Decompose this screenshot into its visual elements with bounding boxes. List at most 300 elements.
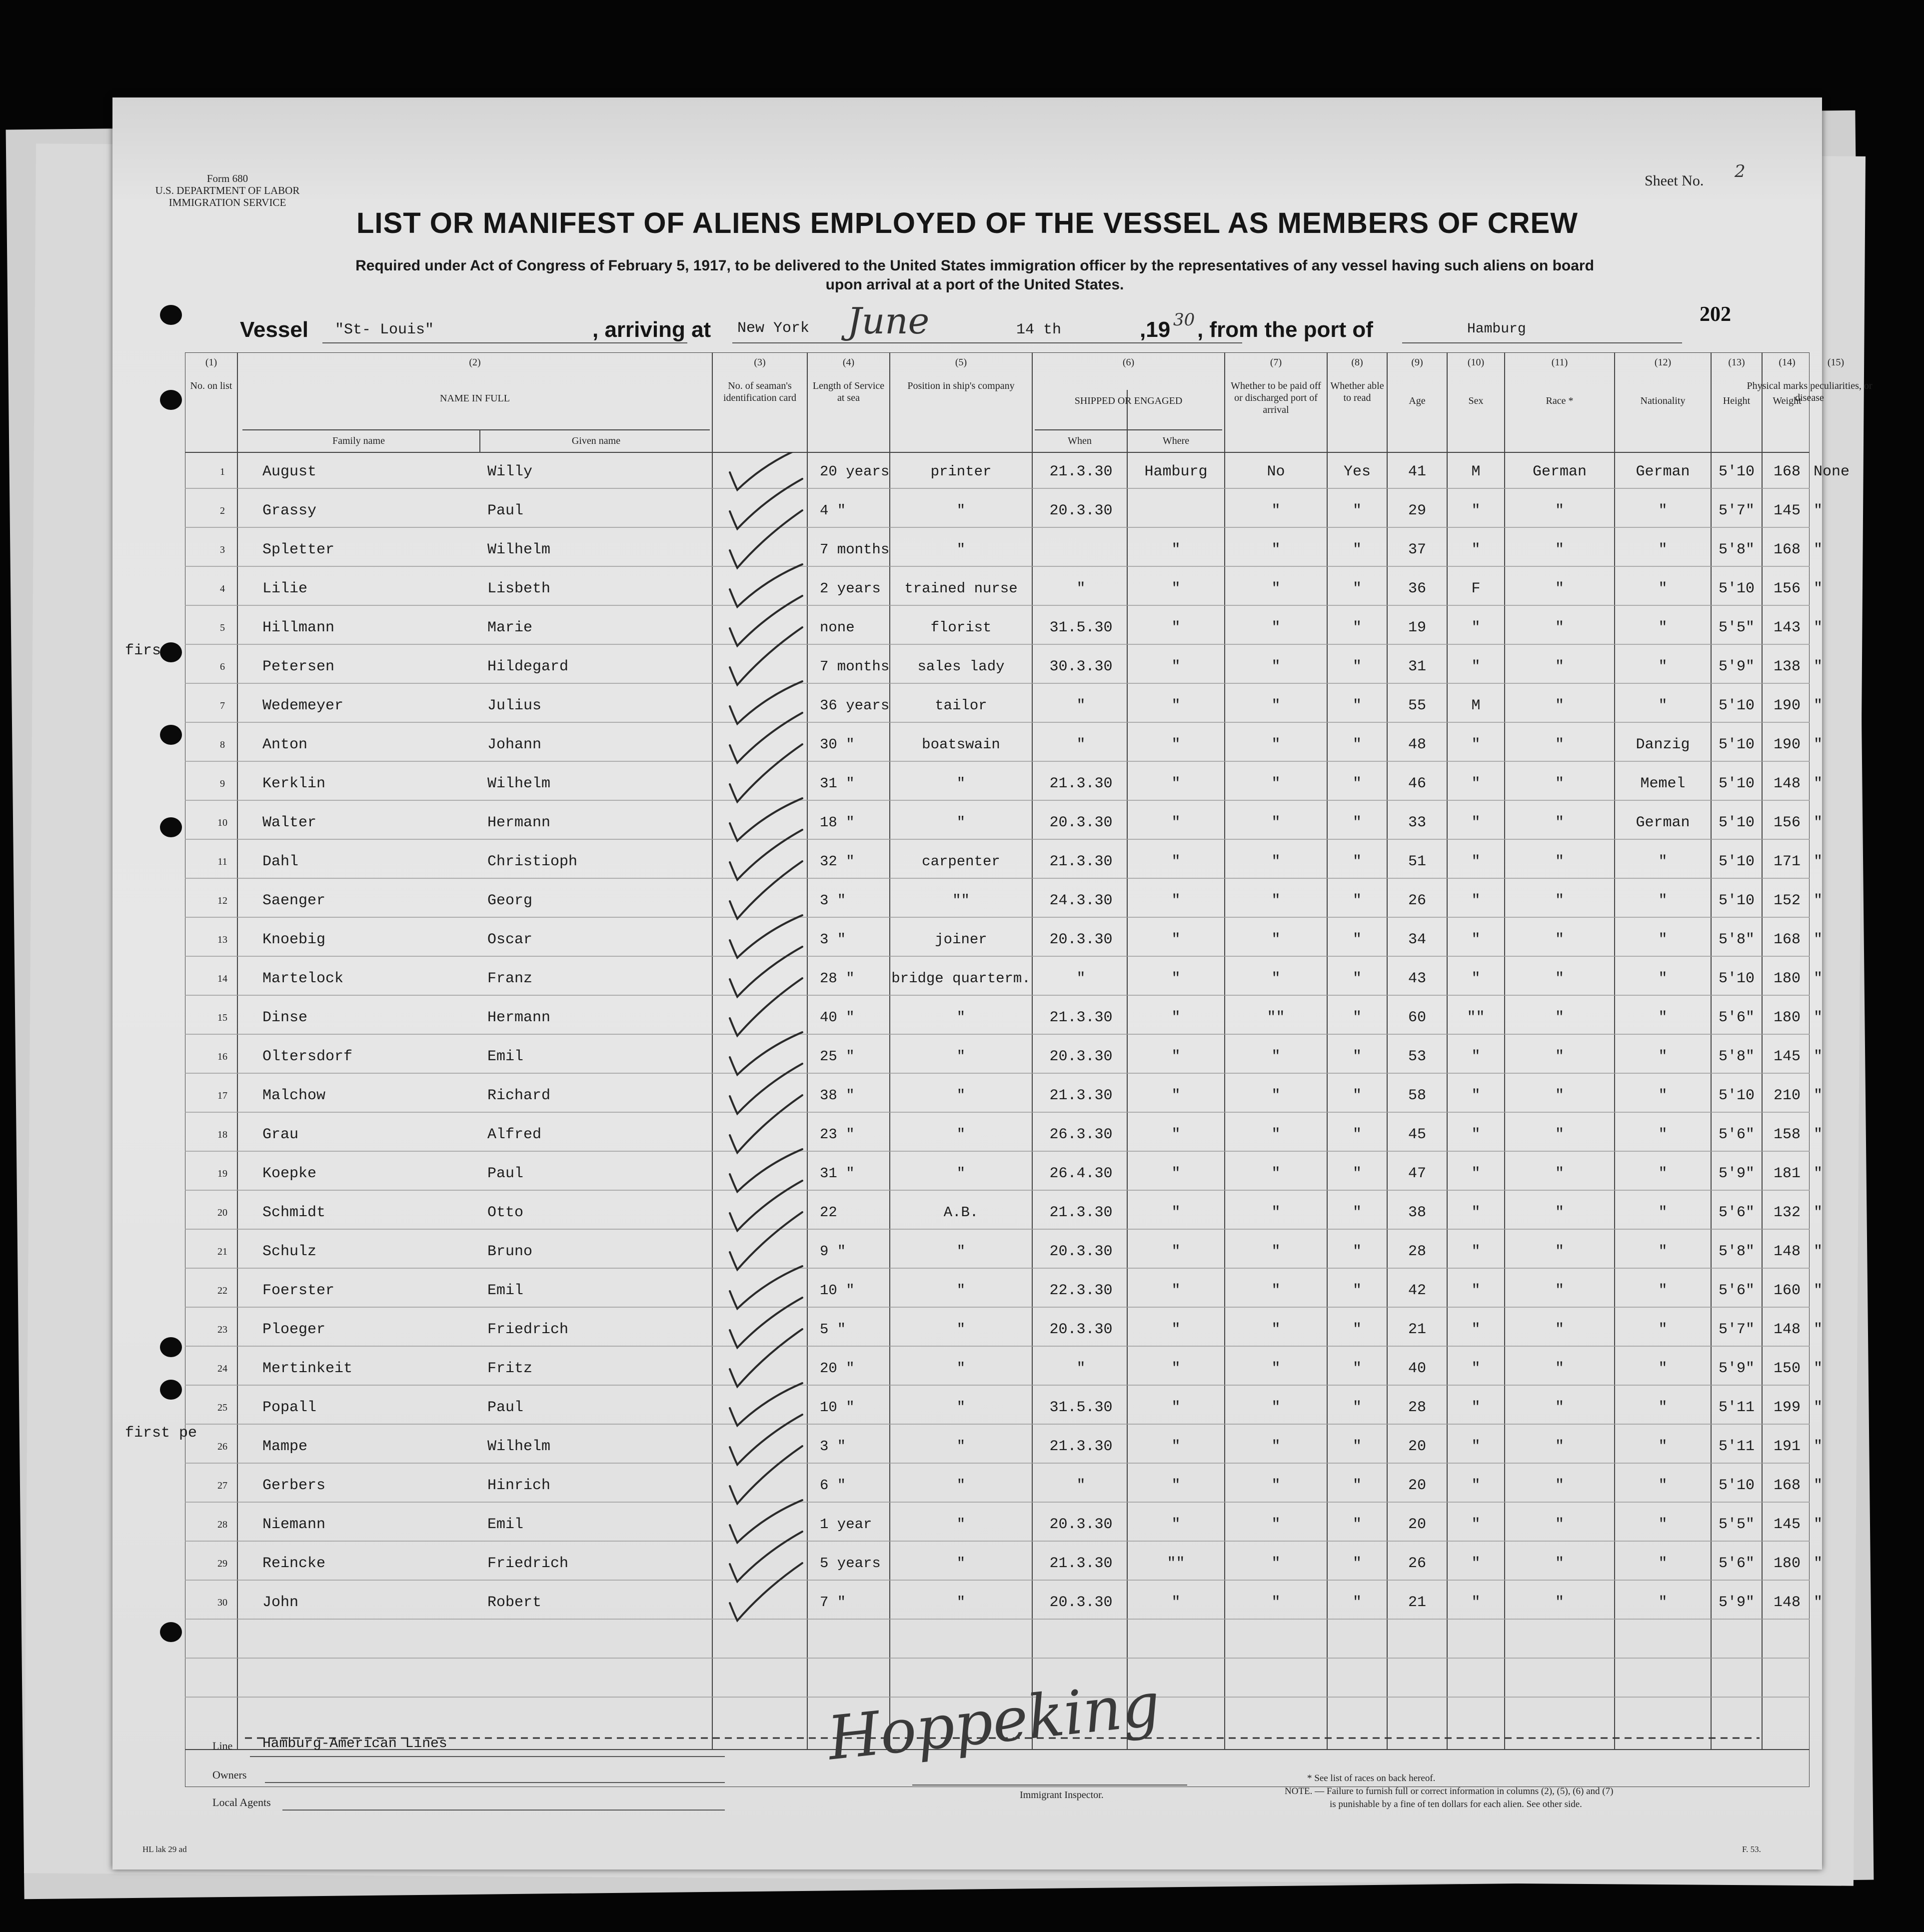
cell-when: 21.3.30 [1049, 1438, 1113, 1455]
check-mark [730, 564, 802, 607]
cell-when: 26.3.30 [1049, 1126, 1113, 1143]
cell-nationality: " [1658, 580, 1668, 597]
cell-sex: " [1471, 1516, 1481, 1533]
cell-weight: 168 [1773, 463, 1801, 480]
cell-weight: 145 [1773, 502, 1801, 519]
department: U.S. DEPARTMENT OF LABOR [155, 184, 300, 196]
service: IMMIGRATION SERVICE [168, 196, 286, 208]
cell-height: 5'5" [1718, 619, 1755, 636]
cell-sex: " [1471, 1438, 1481, 1455]
cell-where: " [1171, 1282, 1181, 1299]
cell-nationality: " [1658, 1516, 1668, 1533]
cell-position: " [956, 1360, 966, 1377]
cell-race: " [1555, 736, 1564, 753]
cell-marks: " [1814, 775, 1823, 792]
cell-height: 5'10 [1718, 697, 1755, 714]
cell-sex: " [1471, 814, 1481, 831]
cell-weight: 145 [1773, 1516, 1801, 1533]
cell-weight: 148 [1773, 1321, 1801, 1338]
cell-service: 31 " [820, 775, 855, 792]
cell-height: 5'6" [1718, 1204, 1755, 1221]
cell-age: 55 [1408, 697, 1426, 714]
punch-hole [160, 390, 182, 410]
cell-age: 28 [1408, 1399, 1426, 1416]
cell-paid: " [1271, 697, 1281, 714]
cell-paid: " [1271, 1282, 1281, 1299]
cell-age: 40 [1408, 1360, 1426, 1377]
cell-position: sales lady [917, 658, 1005, 675]
cell-weight: 132 [1773, 1204, 1801, 1221]
cell-where: " [1171, 580, 1181, 597]
cell-sex: " [1471, 1594, 1481, 1611]
arriving-label: , arriving at [592, 317, 711, 342]
cell-nationality: " [1658, 1360, 1668, 1377]
cell-read: " [1352, 697, 1362, 714]
cell-height: 5'11 [1718, 1399, 1755, 1416]
cell-given: Bruno [487, 1243, 533, 1260]
cell-read: " [1352, 1555, 1362, 1572]
cell-age: 28 [1408, 1243, 1426, 1260]
cell-weight: 138 [1773, 658, 1801, 675]
cell-sex: " [1471, 1555, 1481, 1572]
cell-nationality: " [1658, 697, 1668, 714]
cell-position: " [956, 1594, 966, 1611]
cell-where: " [1171, 1048, 1181, 1065]
column-header-c14: Weight [1773, 395, 1802, 406]
column-header-c9: Age [1409, 395, 1426, 406]
column-number-c1: (1) [205, 357, 217, 368]
column-header-when: When [1068, 435, 1092, 446]
cell-age: 36 [1408, 580, 1426, 597]
cell-weight: 191 [1773, 1438, 1801, 1455]
cell-race: " [1555, 814, 1564, 831]
cell-height: 5'6" [1718, 1555, 1755, 1572]
cell-given: Robert [487, 1594, 542, 1611]
cell-weight: 199 [1773, 1399, 1801, 1416]
year-suffix: 30 [1173, 310, 1195, 330]
cell-given: Emil [487, 1282, 524, 1299]
cell-when: 20.3.30 [1049, 502, 1113, 519]
arrival-underline [732, 342, 1242, 343]
cell-where: " [1171, 541, 1181, 558]
arrival-month: June [847, 300, 930, 342]
cell-marks: " [1814, 580, 1823, 597]
cell-paid: " [1271, 1477, 1281, 1494]
cell-read: " [1352, 1399, 1362, 1416]
cell-no: 26 [217, 1441, 227, 1452]
line-value: Hamburg-American Lines [262, 1736, 447, 1752]
check-mark [730, 681, 802, 724]
cell-given: Johann [487, 736, 542, 753]
cell-when: 21.3.30 [1049, 463, 1113, 480]
from-port-underline [1402, 342, 1682, 343]
cell-weight: 156 [1773, 580, 1801, 597]
cell-paid: " [1271, 658, 1281, 675]
cell-when: 20.3.30 [1049, 1594, 1113, 1611]
cell-service: 28 " [820, 970, 855, 987]
cell-height: 5'10 [1718, 463, 1755, 480]
cell-position: " [956, 775, 966, 792]
cell-age: 41 [1408, 463, 1426, 480]
cell-marks: " [1814, 1009, 1823, 1026]
cell-when: 21.3.30 [1049, 1555, 1113, 1572]
cell-family: Malchow [262, 1087, 326, 1104]
cell-position: " [956, 814, 966, 831]
check-mark [730, 510, 802, 568]
cell-height: 5'5" [1718, 1516, 1755, 1533]
cell-weight: 180 [1773, 1555, 1801, 1572]
cell-race: " [1555, 1594, 1564, 1611]
cell-family: Grassy [262, 502, 317, 519]
inspector-label: Immigrant Inspector. [1020, 1790, 1104, 1801]
punch-hole [160, 1337, 182, 1357]
cell-no: 8 [220, 739, 225, 750]
cell-service: 1 year [820, 1516, 872, 1533]
cell-marks: " [1814, 1594, 1823, 1611]
cell-nationality: " [1658, 1399, 1668, 1416]
cell-race: " [1555, 1516, 1564, 1533]
column-header-c6: SHIPPED OR ENGAGED [1074, 395, 1183, 406]
cell-read: " [1352, 580, 1362, 597]
cell-service: 23 " [820, 1126, 855, 1143]
from-port-label: , from the port of [1197, 317, 1373, 342]
cell-height: 5'9" [1718, 658, 1755, 675]
cell-service: 40 " [820, 1009, 855, 1026]
cell-sex: " [1471, 892, 1481, 909]
cell-no: 2 [220, 505, 225, 516]
cell-height: 5'10 [1718, 580, 1755, 597]
page-stamp: 202 [1700, 303, 1731, 326]
cell-when: 30.3.30 [1049, 658, 1113, 675]
cell-when: 20.3.30 [1049, 931, 1113, 948]
cell-given: Otto [487, 1204, 524, 1221]
check-mark-group [730, 452, 802, 1621]
cell-race: " [1555, 892, 1564, 909]
margin-note-row-25: first pe [125, 1425, 197, 1442]
cell-given: Oscar [487, 931, 533, 948]
cell-height: 5'8" [1718, 931, 1755, 948]
cell-sex: " [1471, 1204, 1481, 1221]
cell-service: 25 " [820, 1048, 855, 1065]
cell-race: " [1555, 1555, 1564, 1572]
cell-height: 5'9" [1718, 1594, 1755, 1611]
cell-race: " [1555, 1087, 1564, 1104]
cell-read: " [1352, 1321, 1362, 1338]
cell-given: Emil [487, 1516, 524, 1533]
cell-marks: " [1814, 1204, 1823, 1221]
cell-nationality: " [1658, 619, 1668, 636]
cell-given: Paul [487, 1399, 524, 1416]
column-number-c13: (13) [1728, 357, 1745, 368]
cell-position: " [956, 1048, 966, 1065]
sheet-no-value: 2 [1735, 161, 1746, 181]
cell-service: 3 " [820, 1438, 846, 1455]
cell-given: Friedrich [487, 1555, 569, 1572]
cell-given: Julius [487, 697, 542, 714]
cell-nationality: " [1658, 1204, 1668, 1221]
cell-no: 30 [217, 1597, 227, 1608]
local-agents-label: Local Agents [212, 1796, 271, 1809]
cell-given: Hildegard [487, 658, 569, 675]
cell-read: " [1352, 658, 1362, 675]
cell-sex: " [1471, 502, 1481, 519]
cell-when: " [1076, 736, 1086, 753]
cell-family: Wedemeyer [262, 697, 344, 714]
cell-height: 5'8" [1718, 1048, 1755, 1065]
cell-age: 51 [1408, 853, 1426, 870]
cell-paid: " [1271, 541, 1281, 558]
cell-service: 3 " [820, 892, 846, 909]
cell-race: " [1555, 1126, 1564, 1143]
cell-weight: 180 [1773, 1009, 1801, 1026]
check-mark [730, 861, 802, 919]
check-mark [730, 1446, 802, 1504]
cell-race: German [1532, 463, 1587, 480]
cell-nationality: " [1658, 970, 1668, 987]
cell-sex: " [1471, 853, 1481, 870]
cell-where: " [1171, 814, 1181, 831]
cell-paid: "" [1267, 1009, 1285, 1026]
cell-service: 10 " [820, 1282, 855, 1299]
cell-service: none [820, 619, 855, 636]
cell-when: " [1076, 580, 1086, 597]
cell-given: Wilhelm [487, 775, 551, 792]
cell-height: 5'10 [1718, 1087, 1755, 1104]
cell-weight: 171 [1773, 853, 1801, 870]
cell-sex: " [1471, 1399, 1481, 1416]
cell-where: " [1171, 1516, 1181, 1533]
cell-paid: " [1271, 1399, 1281, 1416]
cell-weight: 148 [1773, 775, 1801, 792]
cell-no: 15 [217, 1012, 227, 1023]
punch-hole [160, 642, 182, 662]
column-header-c15: Physical marks peculiarities, or disease [1747, 380, 1873, 403]
cell-when: 22.3.30 [1049, 1282, 1113, 1299]
cell-nationality: " [1658, 1282, 1668, 1299]
bottom-left-code: HL lak 29 ad [142, 1845, 187, 1854]
cell-marks: " [1814, 1165, 1823, 1182]
line-underline [250, 1756, 725, 1757]
check-mark [730, 1149, 802, 1192]
cell-service: 3 " [820, 931, 846, 948]
cell-height: 5'8" [1718, 1243, 1755, 1260]
cell-sex: " [1471, 1048, 1481, 1065]
arrival-day: 14 th [1016, 321, 1062, 338]
cell-race: " [1555, 658, 1564, 675]
cell-nationality: German [1636, 463, 1690, 480]
form-identification [142, 172, 312, 208]
column-header-c7: Whether to be paid off or discharged port of arrival [1231, 380, 1321, 415]
cell-when: 31.5.30 [1049, 619, 1113, 636]
cell-when: 21.3.30 [1049, 775, 1113, 792]
cell-paid: " [1271, 736, 1281, 753]
cell-age: 48 [1408, 736, 1426, 753]
column-number-c5: (5) [955, 357, 967, 368]
cell-where: " [1171, 892, 1181, 909]
cell-age: 37 [1408, 541, 1426, 558]
cell-race: " [1555, 931, 1564, 948]
cell-when: " [1076, 1477, 1086, 1494]
check-mark [730, 1095, 802, 1153]
cell-paid: " [1271, 1126, 1281, 1143]
line-label: Line [212, 1740, 233, 1752]
column-header-c1: No. on list [190, 380, 232, 391]
cell-family: Martelock [262, 970, 344, 987]
cell-where: "" [1167, 1555, 1185, 1572]
cell-paid: " [1271, 1204, 1281, 1221]
cell-paid: " [1271, 970, 1281, 987]
cell-nationality: German [1636, 814, 1690, 831]
cell-where: " [1171, 697, 1181, 714]
cell-marks: " [1814, 1126, 1823, 1143]
cell-position: " [956, 1516, 966, 1533]
cell-family: Anton [262, 736, 308, 753]
cell-where: " [1171, 1165, 1181, 1182]
cell-position: " [956, 1321, 966, 1338]
vessel-underline [322, 342, 687, 343]
cell-family: Gerbers [262, 1477, 326, 1494]
cell-no: 5 [220, 622, 225, 633]
cell-height: 5'10 [1718, 736, 1755, 753]
cell-height: 5'10 [1718, 970, 1755, 987]
cell-weight: 156 [1773, 814, 1801, 831]
cell-paid: " [1271, 619, 1281, 636]
cell-when: " [1076, 697, 1086, 714]
cell-race: " [1555, 853, 1564, 870]
cell-service: 2 years [820, 580, 881, 597]
inspector-signature: Hoppeking [824, 1670, 1164, 1774]
cell-sex: " [1471, 931, 1481, 948]
cell-position: printer [930, 463, 992, 480]
footnote-fine: is punishable by a fine of ten dollars for each alien. See other side. [1330, 1799, 1582, 1810]
column-number-c3: (3) [754, 357, 766, 368]
cell-position: "" [952, 892, 970, 909]
cell-paid: " [1271, 931, 1281, 948]
bottom-right-code: F. 53. [1742, 1845, 1761, 1854]
cell-service: 9 " [820, 1243, 846, 1260]
cell-position: " [956, 1438, 966, 1455]
from-port: Hamburg [1467, 321, 1526, 337]
cell-paid: " [1271, 814, 1281, 831]
cell-no: 7 [220, 700, 225, 711]
cell-where: " [1171, 1594, 1181, 1611]
cell-marks: " [1814, 1360, 1823, 1377]
punch-hole [160, 1380, 182, 1400]
cell-sex: F [1471, 580, 1481, 597]
cell-service: 7 " [820, 1594, 846, 1611]
cell-family: Lilie [262, 580, 308, 597]
cell-marks: None [1814, 463, 1850, 480]
cell-read: " [1352, 1516, 1362, 1533]
cell-age: 21 [1408, 1594, 1426, 1611]
cell-family: Dinse [262, 1009, 308, 1026]
cell-family: Grau [262, 1126, 299, 1143]
cell-age: 21 [1408, 1321, 1426, 1338]
cell-nationality: " [1658, 502, 1668, 519]
footnote-note: NOTE. — Failure to furnish full or correct information in columns (2), (5), (6) and (7) [1285, 1786, 1614, 1797]
cell-service: 20 " [820, 1360, 855, 1377]
page-title: LIST OR MANIFEST OF ALIENS EMPLOYED OF THE VESSEL AS MEMBERS OF CREW [356, 207, 1578, 239]
cell-marks: " [1814, 619, 1823, 636]
cell-marks: " [1814, 1555, 1823, 1572]
cell-position: " [956, 1282, 966, 1299]
cell-family: Dahl [262, 853, 299, 870]
cell-marks: " [1814, 814, 1823, 831]
cell-nationality: " [1658, 541, 1668, 558]
cell-position: bridge quarterm. [891, 970, 1031, 987]
cell-sex: M [1471, 697, 1481, 714]
cell-age: 26 [1408, 1555, 1426, 1572]
column-header-c8: Whether able to read [1330, 380, 1384, 403]
cell-sex: " [1471, 1165, 1481, 1182]
check-mark [730, 744, 802, 802]
column-header-c3: No. of seaman's identification card [723, 380, 797, 403]
cell-position: " [956, 1126, 966, 1143]
cell-race: " [1555, 970, 1564, 987]
column-header-c12: Nationality [1640, 395, 1686, 406]
cell-weight: 150 [1773, 1360, 1801, 1377]
cell-race: " [1555, 1048, 1564, 1065]
cell-position: " [956, 1555, 966, 1572]
cell-no: 6 [220, 661, 225, 672]
check-mark [730, 1329, 802, 1387]
cell-age: 42 [1408, 1282, 1426, 1299]
cell-no: 1 [220, 466, 225, 477]
cell-read: " [1352, 1048, 1362, 1065]
cell-marks: " [1814, 1087, 1823, 1104]
column-number-c4: (4) [842, 357, 855, 368]
cell-no: 9 [220, 778, 225, 789]
cell-no: 22 [217, 1285, 227, 1296]
cell-position: florist [930, 619, 992, 636]
cell-weight: 168 [1773, 931, 1801, 948]
cell-read: " [1352, 1594, 1362, 1611]
cell-when: 20.3.30 [1049, 1321, 1113, 1338]
cell-nationality: " [1658, 1087, 1668, 1104]
check-mark [730, 798, 802, 841]
cell-race: " [1555, 541, 1564, 558]
cell-where: " [1171, 1438, 1181, 1455]
cell-family: Popall [262, 1399, 317, 1416]
cell-service: 32 " [820, 853, 855, 870]
vessel-name: "St- Louis" [335, 321, 434, 338]
cell-where: " [1171, 853, 1181, 870]
subtitle-line-1: Required under Act of Congress of February 5, 1917, to be delivered to the United States immigration officer by the representatives of any vessel having such aliens on board [355, 257, 1594, 274]
cell-given: Hermann [487, 1009, 551, 1026]
id-card-check-marks [715, 452, 810, 1762]
cell-family: Spletter [262, 541, 335, 558]
cell-family: Niemann [262, 1516, 326, 1533]
cell-marks: " [1814, 1516, 1823, 1533]
cell-weight: 160 [1773, 1282, 1801, 1299]
column-number-c7: (7) [1270, 357, 1282, 368]
cell-where: " [1171, 931, 1181, 948]
cell-service: 22 [820, 1204, 837, 1221]
cell-height: 5'6" [1718, 1009, 1755, 1026]
cell-nationality: " [1658, 892, 1668, 909]
owners-label: Owners [212, 1769, 247, 1781]
cell-given: Paul [487, 502, 524, 519]
cell-no: 12 [217, 895, 227, 906]
cell-height: 5'10 [1718, 1477, 1755, 1494]
cell-service: 5 years [820, 1555, 881, 1572]
cell-marks: " [1814, 1321, 1823, 1338]
cell-family: Schmidt [262, 1204, 326, 1221]
column-number-c9: (9) [1411, 357, 1423, 368]
cell-age: 38 [1408, 1204, 1426, 1221]
cell-position: tailor [935, 697, 987, 714]
manifest-sheet [112, 97, 1873, 1870]
